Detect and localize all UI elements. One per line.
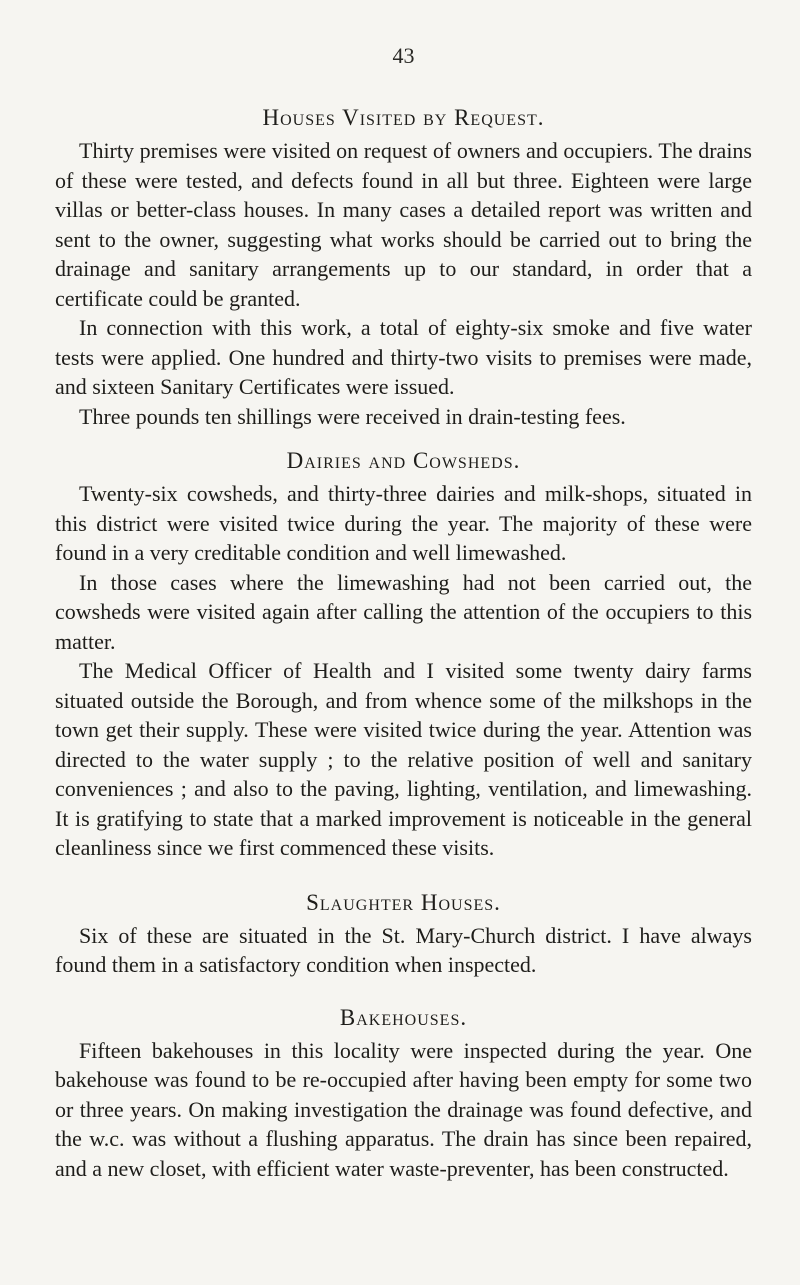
- paragraph: Three pounds ten shillings were received in drain-testing fees.: [79, 403, 626, 429]
- paragraph: The Medical Officer of Health and I visited some twenty dairy farms situated outside the Borough, and from whence some of the milkshops in the town get their supply. These were visited twice during the year. Attention was directed to the water supply ; to the relative position of well and sanitary conveniences ; and also to the paving, lighting, ventilation, and limewashing. It is gratifying to state that a marked improvement is noticeable in the general cleanliness since we first commenced these visits.: [55, 658, 752, 860]
- page-number: 43: [392, 43, 415, 68]
- section-heading-houses-visited: Houses Visited by Request.: [262, 105, 545, 130]
- paragraph: Six of these are situated in the St. Mary-Church district. I have always found them in a satisfactory condition when inspected.: [55, 922, 752, 977]
- section-heading-bakehouses: Bakehouses.: [339, 1004, 468, 1030]
- section-heading-slaughter-houses: Slaughter Houses.: [306, 889, 501, 915]
- section-heading-dairies: Dairies and Cowsheds.: [286, 448, 521, 473]
- paragraph: Thirty premises were visited on request of owners and occupiers. The drains of these were tested, and defects found in all but three. Eighteen were large villas or better-class houses. In many cases a detailed report was written and sent to the owner, suggesting what works should be carried out to bring the drainage and sanitary arrangements up to our standard, in order that a certificate could be granted.: [55, 138, 752, 311]
- document-page: [55, 0, 752, 1183]
- paragraph: In connection with this work, a total of eighty-six smoke and five water tests were applied. One hundred and thirty-two visits to premises were made, and sixteen Sanitary Certificates were issued.: [55, 315, 752, 399]
- paragraph: In those cases where the limewashing had not been carried out, the cowsheds were visited again after calling the attention of the occupiers to this matter.: [55, 569, 752, 654]
- paragraph: Fifteen bakehouses in this locality were inspected during the year. One bakehouse was found to be re-occupied after having been empty for some two or three years. On making investigation the drainage was found defective, and the w.c. was without a flushing apparatus. The drain has since been repaired, and a new closet, with efficient water waste-preventer, has been constructed.: [55, 1037, 752, 1181]
- paragraph: Twenty-six cowsheds, and thirty-three dairies and milk-shops, situated in this district were visited twice during the year. The majority of these were found in a very creditable condition and well limewashed.: [55, 481, 752, 565]
